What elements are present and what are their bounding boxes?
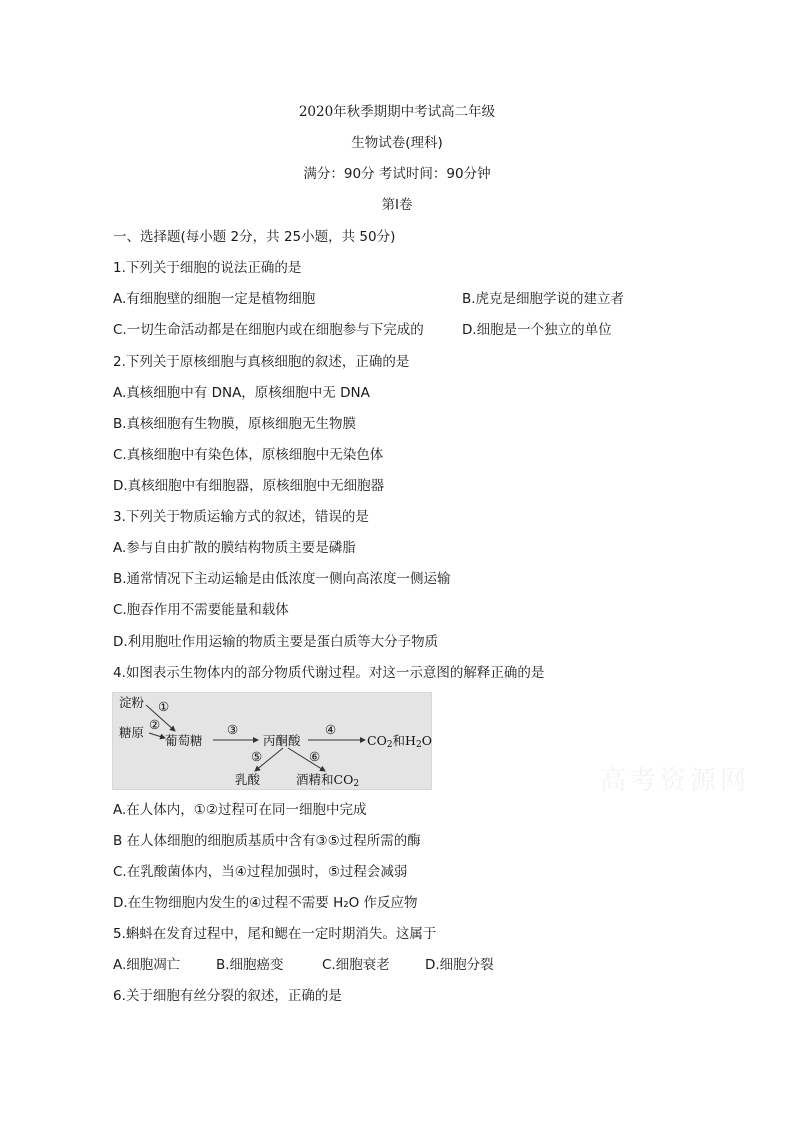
alcohol-co2-label: 酒精和$CO_2$ [296, 772, 360, 789]
option-d: D.利用胞吐作用运输的物质主要是蛋白质等大分子物质 [113, 634, 439, 650]
question-stem: 4.如图表示生物体内的部分物质代谢过程。对这一示意图的解释正确的是 [113, 665, 545, 681]
option-c: C.真核细胞中有染色体，原核细胞中无染色体 [113, 447, 384, 463]
volume-label: 第Ⅰ卷 [381, 197, 413, 213]
option-a: A.有细胞壁的细胞一定是植物细胞 [113, 291, 316, 307]
step-5-marker: ⑤ [251, 749, 263, 764]
option-b: B.通常情况下主动运输是由低浓度一侧向高浓度一侧运输 [113, 571, 451, 587]
option-d: D.细胞是一个独立的单位 [462, 322, 612, 338]
section-heading: 一、选择题(每小题 2分，共 25小题，共 50分) [113, 229, 396, 245]
option-a: A.参与自由扩散的膜结构物质主要是磷脂 [113, 540, 356, 556]
glycogen-label: 糖原 [119, 725, 145, 740]
glucose-label: 葡萄糖 [165, 733, 203, 748]
option-a: A.细胞凋亡 [113, 957, 181, 973]
score-and-time: 满分：90分 考试时间：90分钟 [303, 166, 491, 182]
option-b: B.真核细胞有生物膜，原核细胞无生物膜 [113, 416, 357, 432]
option-c: C.细胞衰老 [322, 957, 390, 973]
option-b: B.虎克是细胞学说的建立者 [462, 291, 625, 307]
pyruvate-label: 丙酮酸 [263, 733, 301, 748]
step-4-marker: ④ [325, 722, 337, 737]
exam-subject: 生物试卷(理科) [351, 135, 443, 151]
option-a: A.在人体内，①②过程可在同一细胞中完成 [113, 802, 367, 818]
exam-title: 2020年秋季期期中考试高二年级 [298, 104, 496, 120]
step-1-marker: ① [158, 699, 170, 714]
option-d: D.真核细胞中有细胞器，原核细胞中无细胞器 [113, 478, 385, 494]
option-d: D.在生物细胞内发生的④过程不需要 H₂O 作反应物 [113, 895, 418, 911]
step-2-marker: ② [149, 717, 161, 732]
question-stem: 6.关于细胞有丝分裂的叙述，正确的是 [113, 988, 342, 1004]
option-a: A.真核细胞中有 DNA，原核细胞中无 DNA [113, 385, 370, 401]
option-b: B 在人体细胞的细胞质基质中含有③⑤过程所需的酶 [113, 833, 421, 849]
starch-label: 淀粉 [119, 695, 145, 710]
question-stem: 2.下列关于原核细胞与真核细胞的叙述，正确的是 [113, 354, 410, 370]
question-stem: 3.下列关于物质运输方式的叙述，错误的是 [113, 509, 369, 525]
option-c: C.胞吞作用不需要能量和载体 [113, 602, 289, 618]
option-c: C.在乳酸菌体内，当④过程加强时，⑤过程会减弱 [113, 864, 408, 880]
co2-h2o-label: $CO_2$和$H_2O$ [367, 733, 432, 750]
option-b: B.细胞癌变 [216, 957, 284, 973]
lactic-acid-label: 乳酸 [235, 772, 261, 787]
metabolism-diagram [112, 692, 432, 790]
option-c: C.一切生命活动都是在细胞内或在细胞参与下完成的 [113, 322, 424, 338]
step-3-marker: ③ [227, 722, 239, 737]
step-6-marker: ⑥ [309, 749, 321, 764]
option-d: D.细胞分裂 [425, 957, 494, 973]
watermark: 高考资源网 [600, 766, 751, 796]
question-stem: 5.蝌蚪在发育过程中，尾和鳃在一定时期消失。这属于 [113, 926, 437, 942]
question-stem: 1.下列关于细胞的说法正确的是 [113, 260, 302, 276]
